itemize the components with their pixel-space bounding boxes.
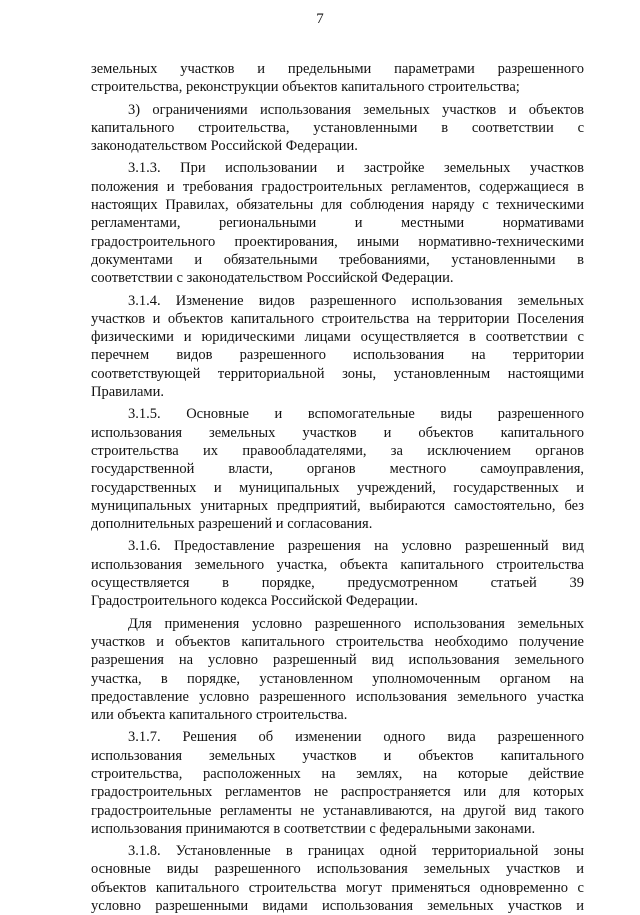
text-line: градостроительного проектирования, иными нормативно-техническими: [91, 233, 584, 250]
text-line: участков и объектов капитального строительства на территории Поселения: [91, 310, 584, 327]
text-line: осуществляется в порядке, предусмотренном статьей 39: [91, 575, 584, 592]
text-line: условно разрешенными видами использования земельных участков и: [91, 898, 584, 915]
text-line: Для применения условно разрешенного использования земельных: [128, 615, 584, 632]
paragraph: [91, 159, 584, 287]
page-number: 7: [316, 11, 324, 27]
text-line: строительства их правообладателями, за исключением органов: [91, 442, 584, 459]
text-line: законодательством Российской Федерации.: [91, 138, 358, 155]
text-line: 3.1.7. Решения об изменении одного вида разрешенного: [128, 729, 584, 746]
paragraph: [91, 101, 584, 156]
text-line: градостроительных регламентов не распространяется или для которых: [91, 784, 584, 801]
text-line: участка, в порядке, установленном уполномоченным органом на: [91, 670, 584, 687]
text-line: положения и требования градостроительных регламентов, содержащиеся в: [91, 178, 584, 195]
text-line: 3.1.4. Изменение видов разрешенного использования земельных: [128, 292, 584, 309]
text-line: 3) ограничениями использования земельных участков и объектов: [128, 101, 584, 118]
text-line: строительства, реконструкции объектов капитального строительства;: [91, 79, 520, 96]
paragraph: [91, 842, 584, 915]
text-line: капитального строительства, установленными в соответствии с: [91, 119, 584, 136]
text-line: Градостроительного кодекса Российской Федерации.: [91, 593, 418, 610]
text-line: или объекта капитального строительства.: [91, 707, 348, 724]
text-line: муниципальных унитарных предприятий, выбираются самостоятельно, без: [91, 497, 584, 514]
document-body: [91, 60, 584, 915]
text-line: разрешения на условно разрешенный вид использования земельного: [91, 652, 584, 669]
paragraph: [91, 615, 584, 725]
text-line: соответствующей территориальной зоны, установленным настоящими: [91, 365, 584, 382]
paragraph: [91, 405, 584, 533]
text-line: строительства, расположенных на землях, на которые действие: [91, 765, 584, 782]
text-line: 3.1.8. Установленные в границах одной территориальной зоны: [128, 843, 584, 860]
text-line: документами и обязательными требованиями, установленными в: [91, 251, 584, 268]
text-line: основные виды разрешенного использования земельных участков и: [91, 861, 584, 878]
paragraph: [91, 537, 584, 610]
text-line: настоящих Правилах, обязательны для соблюдения наряду с техническими: [91, 197, 584, 214]
text-line: земельных участков и предельными параметрами разрешенного: [91, 61, 584, 77]
paragraph: [91, 60, 584, 97]
text-line: градостроительные регламенты не устанавливаются, на другой вид такого: [91, 802, 584, 819]
text-line: физическими и юридическими лицами осуществляется в соответствии с: [91, 329, 584, 346]
text-line: использования принимаются в соответствии с федеральными законами.: [91, 820, 536, 837]
text-line: использования земельного участка, объекта капитального строительства: [91, 556, 584, 573]
text-line: предоставление условно разрешенного использования земельного участка: [91, 688, 584, 705]
text-line: использования земельных участков и объектов капитального: [91, 747, 584, 764]
text-line: 3.1.6. Предоставление разрешения на условно разрешенный вид: [128, 538, 584, 555]
text-line: соответствии с законодательством Российской Федерации.: [91, 270, 454, 287]
text-line: участков и объектов капитального строительства необходимо получение: [91, 633, 584, 650]
text-line: перечнем видов разрешенного использования на территории: [91, 347, 584, 364]
text-line: 3.1.3. При использовании и застройке земельных участков: [128, 160, 584, 177]
text-line: Правилами.: [91, 384, 164, 401]
text-line: дополнительных разрешений и согласования.: [91, 516, 373, 533]
text-line: объектов капитального строительства могут применяться одновременно с: [91, 879, 584, 896]
paragraph: [91, 292, 584, 402]
text-line: использования земельных участков и объектов капитального: [91, 424, 584, 441]
text-line: регламентами, региональными и местными нормативами: [91, 215, 584, 232]
paragraph: [91, 728, 584, 838]
text-line: 3.1.5. Основные и вспомогательные виды разрешенного: [128, 406, 584, 423]
text-line: государственной власти, органов местного самоуправления,: [91, 461, 584, 478]
text-line: государственных и муниципальных учреждений, государственных и: [91, 479, 584, 496]
